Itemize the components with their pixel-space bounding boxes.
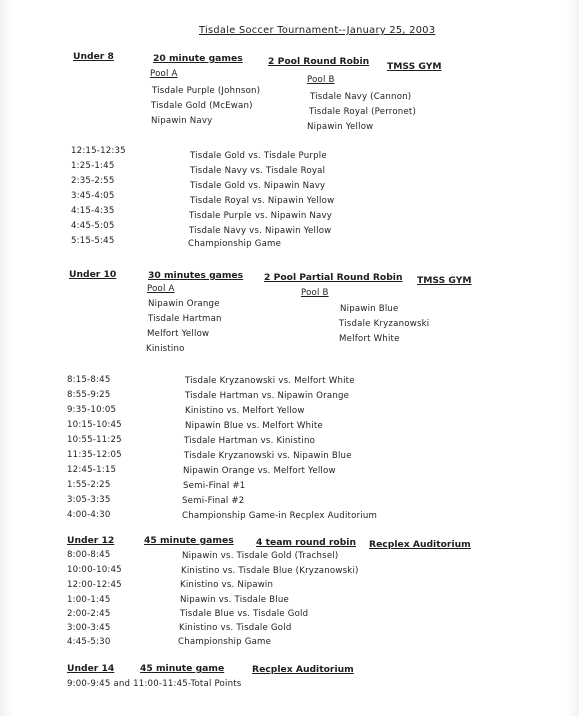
u14-note: 9:00-9:45 and 11:00-11:45-Total Points [67,679,242,689]
u8-match: Tisdale Gold vs. Nipawin Navy [190,181,326,191]
u14-venue: Recplex Auditorium [252,664,354,675]
document-title: Tisdale Soccer Tournament--January 25, 2003 [199,25,436,36]
u10-time: 1:55-2:25 [67,480,111,490]
u8-pool-b-team: Nipawin Yellow [307,122,374,132]
u10-time: 8:55-9:25 [67,390,111,400]
u10-time: 12:45-1:15 [67,465,117,475]
u8-time: 3:45-4:05 [71,191,115,201]
u10-time: 8:15-8:45 [67,375,111,385]
u10-pool-b-team: Nipawin Blue [340,304,399,314]
u12-match: Tisdale Blue vs. Tisdale Gold [180,609,309,619]
u12-match: Nipawin vs. Tisdale Gold (Trachsel) [182,551,339,561]
u8-venue: TMSS GYM [387,61,442,72]
u8-pool-b-team: Tisdale Navy (Cannon) [310,92,412,102]
u10-pool-b-team: Melfort White [339,334,400,344]
u10-match: Championship Game-in Recplex Auditorium [182,511,378,521]
u12-division-heading: Under 12 [67,535,115,546]
u14-game-length: 45 minute game [140,663,225,674]
u10-pool-a-team: Melfort Yellow [147,329,210,339]
u10-pool-b-team: Tisdale Kryzanowski [339,319,430,329]
u10-pool-b-label: Pool B [301,288,329,298]
u8-match: Tisdale Navy vs. Tisdale Royal [190,166,326,176]
u12-time: 8:00-8:45 [67,550,111,560]
u10-game-length: 30 minutes games [148,270,244,281]
u8-match: Tisdale Royal vs. Nipawin Yellow [190,196,335,206]
u8-pool-b-team: Tisdale Royal (Perronet) [309,107,417,117]
u8-time: 4:15-4:35 [71,206,115,216]
u12-match: Nipawin vs. Tisdale Blue [180,595,289,605]
u8-match: Tisdale Navy vs. Nipawin Yellow [189,226,332,236]
u12-match: Championship Game [178,637,272,647]
u8-pool-b-label: Pool B [307,75,335,85]
u10-time: 10:15-10:45 [67,420,122,430]
u12-match: Kinistino vs. Nipawin [180,580,274,590]
u10-match: Kinistino vs. Melfort Yellow [185,406,305,416]
u10-match: Tisdale Kryzanowski vs. Nipawin Blue [184,451,352,461]
u8-division-heading: Under 8 [73,51,114,62]
u8-pool-a-team: Nipawin Navy [151,116,213,126]
u12-venue: Recplex Auditorium [369,539,471,550]
u12-format: 4 team round robin [256,537,356,548]
u12-time: 4:45-5:30 [67,637,111,647]
u8-time: 2:35-2:55 [71,176,115,186]
u10-match: Nipawin Orange vs. Melfort Yellow [183,466,336,476]
u10-match: Tisdale Hartman vs. Kinistino [184,436,316,446]
u8-format: 2 Pool Round Robin [268,56,370,67]
u10-time: 10:55-11:25 [67,435,122,445]
u10-venue: TMSS GYM [417,275,472,286]
u8-pool-a-team: Tisdale Gold (McEwan) [151,101,253,111]
u8-pool-a-label: Pool A [150,69,178,79]
u10-format: 2 Pool Partial Round Robin [264,272,403,283]
u8-pool-a-team: Tisdale Purple (Johnson) [152,86,261,96]
u10-match: Nipawin Blue vs. Melfort White [185,421,323,431]
u10-division-heading: Under 10 [69,269,117,280]
u10-time: 9:35-10:05 [67,405,117,415]
u8-match: Championship Game [188,239,282,249]
u14-division-heading: Under 14 [67,663,115,674]
u12-match: Kinistino vs. Tisdale Gold [179,623,292,633]
u12-time: 10:00-10:45 [67,565,122,575]
u10-pool-a-team: Tisdale Hartman [148,314,222,324]
u8-time: 4:45-5:05 [71,221,115,231]
u12-match: Kinistino vs. Tisdale Blue (Kryzanowski) [181,566,359,576]
u10-match: Tisdale Kryzanowski vs. Melfort White [185,376,355,386]
u8-time: 5:15-5:45 [71,236,115,246]
u8-time: 12:15-12:35 [71,146,126,156]
u12-time: 1:00-1:45 [67,595,111,605]
u10-time: 3:05-3:35 [67,495,111,505]
u10-pool-a-team: Nipawin Orange [148,299,220,309]
u12-game-length: 45 minute games [144,535,234,546]
u12-time: 12:00-12:45 [67,580,122,590]
u10-pool-a-label: Pool A [147,284,175,294]
u10-match: Semi-Final #2 [182,496,245,506]
u12-time: 2:00-2:45 [67,609,111,619]
u8-match: Tisdale Purple vs. Nipawin Navy [189,211,333,221]
u8-time: 1:25-1:45 [71,161,115,171]
u8-game-length: 20 minute games [153,53,243,64]
u8-match: Tisdale Gold vs. Tisdale Purple [190,151,327,161]
u10-match: Semi-Final #1 [183,481,246,491]
u12-time: 3:00-3:45 [67,623,111,633]
u10-match: Tisdale Hartman vs. Nipawin Orange [185,391,350,401]
u10-time: 11:35-12:05 [67,450,122,460]
u10-time: 4:00-4:30 [67,510,111,520]
u10-pool-a-team: Kinistino [146,344,185,354]
